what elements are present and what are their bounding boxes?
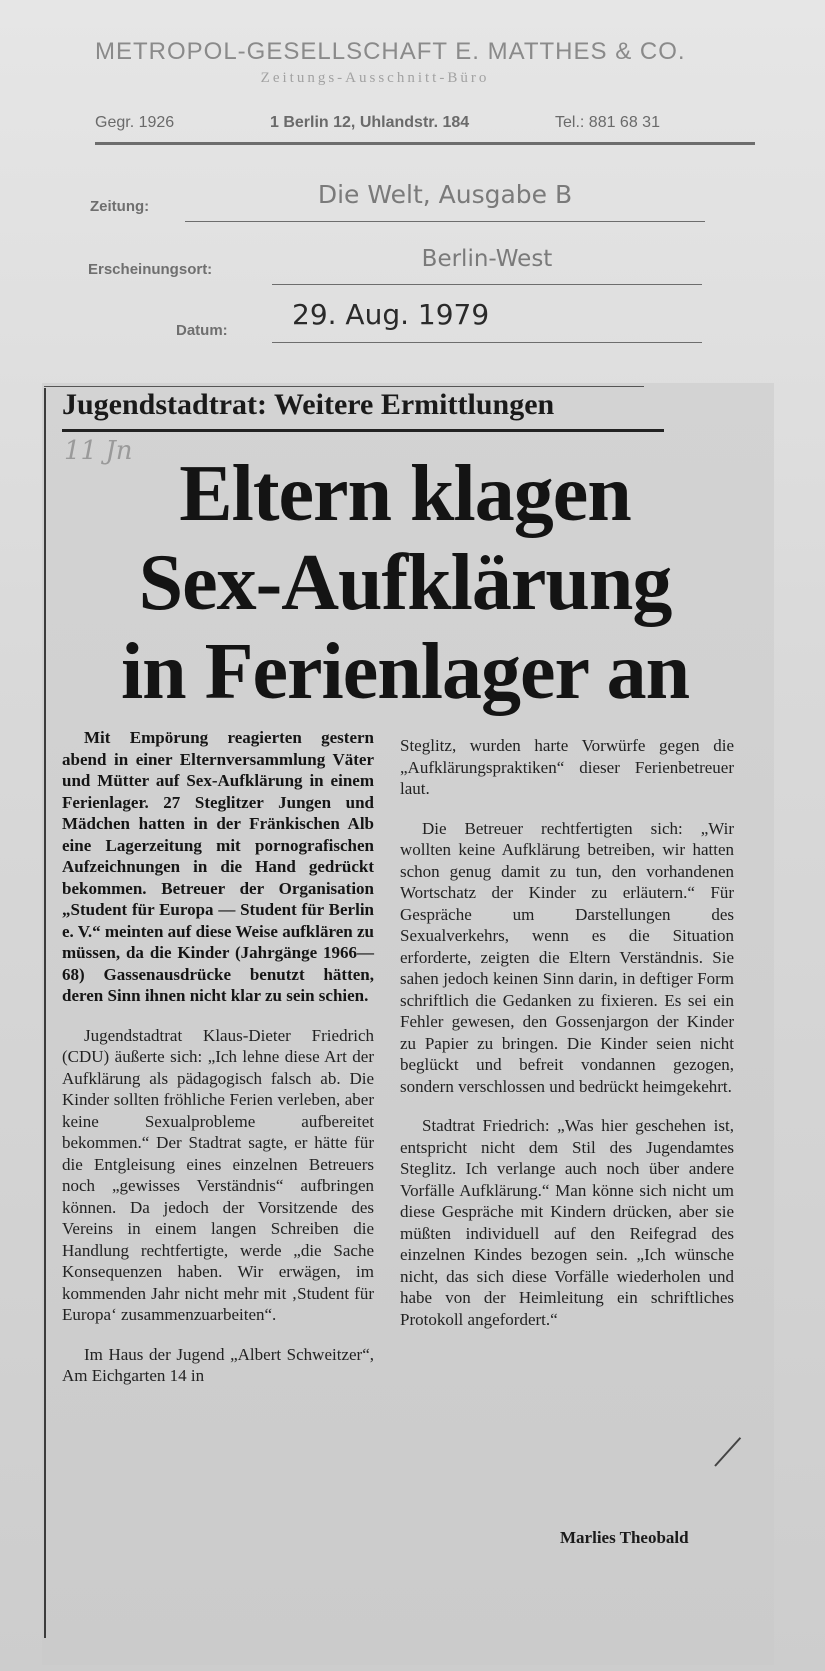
body-paragraph: Stadtrat Friedrich: „Was hier geschehen ist, entspricht nicht dem Stil des Jugendamtes Steglitz. Ich verlange auch noch über andere Vorfälle Aufklärung.“ Man könne sich nicht um diese Gespräche mit Kindern drücken, aber sie müßten individuell auf den Reifegrad des einzelnen Kindes bezogen sein. „Ich wünsche nicht, das sich diese Vorfälle wiederholen und habe von der Heimleitung ein schriftliches Protokoll angefordert.“ bbox=[400, 1116, 734, 1329]
date-line bbox=[272, 342, 702, 343]
body-paragraph: Steglitz, wurden harte Vorwürfe gegen die „Aufklärungspraktiken“ dieser Ferienbetreuer laut. bbox=[400, 736, 734, 798]
body-paragraph: Jugendstadtrat Klaus-Dieter Friedrich (CDU) äußerte sich: „Ich lehne diese Art der Aufklärung als pädagogisch falsch ab. Die Kinder sollten fröhliche Ferien verleben, aber keine Sexualprobleme aufbereitet bekommen.“ Der Stadtrat sagte, er hätte für die Entgleisung eines einzelnen Betreuers noch „gewisses Verständnis“ aufbringen können. Da jedoch der Vorsitzende des Vereins in einem langen Schreiben die Handlung rechtfertigte, werde „die Sache Konsequenzen haben. Wir erwägen, im kommenden Jahr nicht mehr mit ‚Student für Europa‘ zusammenzuarbeiten“. bbox=[62, 1025, 374, 1324]
place-line bbox=[272, 284, 702, 285]
lead-paragraph: Mit Empörung reagierten gestern abend in einer Elternversammlung Väter und Mütter auf Sex-Aufklärung in einem Ferienlager. 27 Steglitzer Jungen und Mädchen hatten in der Fränkischen Alb eine Lagerzeitung mit pornografischen Aufzeichnungen in die Hand gedrückt bekommen. Betreuer der Organisation „Student für Europa — Student für Berlin e. V.“ meinten auf diese Weise aufklären zu müssen, da die Kinder (Jahrgänge 1966—68) Gassenausdrücke benutzt hätten, deren Sinn ihnen nicht klar zu sein schien. bbox=[62, 728, 374, 1005]
body-paragraph: Die Betreuer rechtfertigten sich: „Wir wollten keine Aufklärung betreiben, wir hatten schon genug damit zu tun, den vorhandenen Wortschatz der Kinder zu erläutern.“ Für Gespräche um Darstellungen des Sexualverkehrs, wenn es die Situation erforderte, zeigten die Eltern Verständnis. Sie sahen jedoch keinen Sinn darin, in deftiger Form schriftlich die Gedanken zu fixieren. Es sei ein Fehler gewesen, den Gossenjargon der Kinder zu Papier zu bringen. Die Kinder seien nicht beglückt und befreit vondannen gezogen, sondern verschlossen und bedrückt heimgekehrt. bbox=[400, 818, 734, 1096]
kicker-rule bbox=[62, 429, 664, 432]
place-value: Berlin-West bbox=[421, 246, 553, 272]
article-headline bbox=[80, 450, 730, 717]
body-paragraph: Im Haus der Jugend „Albert Schweitzer“, Am Eichgarten 14 in bbox=[62, 1344, 374, 1385]
founded-text: Gegr. 1926 bbox=[95, 114, 175, 131]
headline-line: in Ferienlager an bbox=[120, 628, 690, 716]
headline-line: Sex-Aufklärung bbox=[138, 539, 672, 627]
phone-text: Tel.: 881 68 31 bbox=[555, 114, 660, 131]
newspaper-label: Zeitung: bbox=[90, 198, 150, 215]
article-byline: Marlies Theobald bbox=[560, 1528, 689, 1547]
article-column-left bbox=[62, 727, 374, 1387]
clipping-top-edge bbox=[44, 386, 644, 387]
article-kicker: Jugendstadtrat: Weitere Ermittlungen bbox=[62, 388, 555, 421]
headline-line: Eltern klagen bbox=[179, 450, 631, 538]
address-text: 1 Berlin 12, Uhlandstr. 184 bbox=[270, 114, 470, 131]
newspaper-line bbox=[185, 221, 705, 222]
agency-name: METROPOL-GESELLSCHAFT E. MATTHES & CO. bbox=[95, 38, 686, 65]
stamp-divider bbox=[95, 142, 755, 145]
newspaper-value: Die Welt, Ausgabe B bbox=[317, 180, 573, 209]
date-value: 29. Aug. 1979 bbox=[292, 298, 490, 331]
clipping-left-edge bbox=[44, 388, 46, 1638]
article-column-right bbox=[400, 735, 734, 1330]
place-label: Erscheinungsort: bbox=[88, 261, 213, 278]
agency-subtitle: Zeitungs-Ausschnitt-Büro bbox=[260, 70, 490, 86]
agency-stamp bbox=[95, 38, 755, 131]
handwritten-note: 11 Jn bbox=[64, 436, 133, 466]
date-label: Datum: bbox=[176, 322, 228, 339]
